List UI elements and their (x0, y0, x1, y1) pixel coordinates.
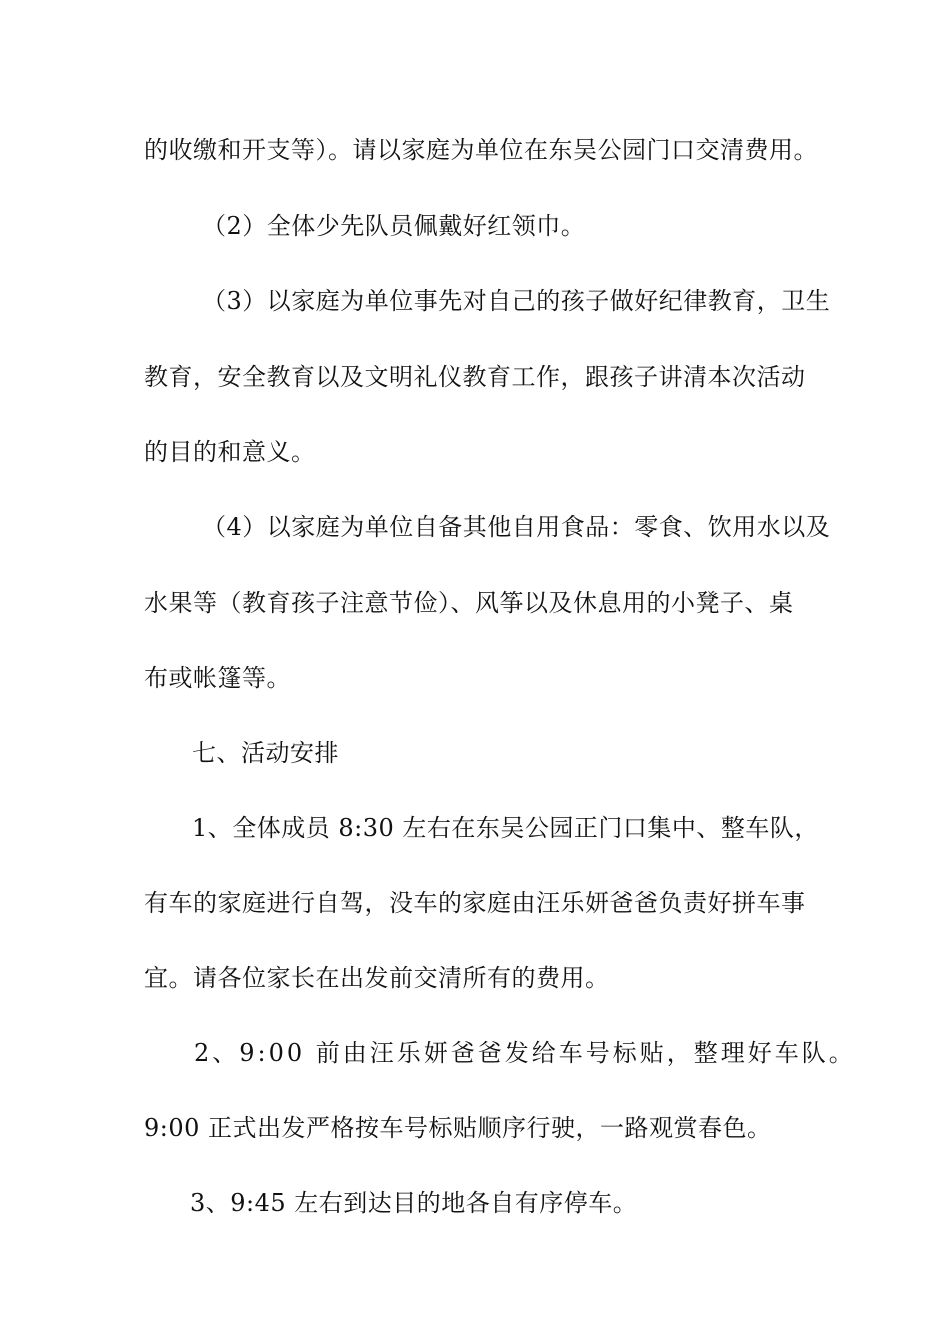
paragraph-line: 2、9:00 前由汪乐妍爸爸发给车号标贴，整理好车队。 (194, 1039, 856, 1067)
paragraph-line: 的目的和意义。 (144, 438, 316, 466)
paragraph-line: 宜。请各位家长在出发前交清所有的费用。 (144, 964, 610, 992)
paragraph-line: 布或帐篷等。 (144, 664, 291, 692)
paragraph-line: 9:00 正式出发严格按车号标贴顺序行驶，一路观赏春色。 (144, 1114, 772, 1142)
section-heading: 七、活动安排 (192, 739, 339, 767)
paragraph-line: （2）全体少先队员佩戴好红领巾。 (202, 212, 586, 240)
paragraph-line: 教育，安全教育以及文明礼仪教育工作，跟孩子讲清本次活动 (144, 363, 806, 391)
paragraph-line: （3）以家庭为单位事先对自己的孩子做好纪律教育，卫生 (202, 287, 831, 315)
paragraph-line: 水果等（教育孩子注意节俭）、风筝以及休息用的小凳子、桌 (144, 589, 794, 617)
paragraph-line: （4）以家庭为单位自备其他自用食品：零食、饮用水以及 (202, 513, 831, 541)
paragraph-line: 1、全体成员 8:30 左右在东吴公园正门口集中、整车队， (192, 814, 819, 842)
paragraph-line: 有车的家庭进行自驾，没车的家庭由汪乐妍爸爸负责好拼车事 (144, 889, 806, 917)
paragraph-line: 的收缴和开支等）。请以家庭为单位在东吴公园门口交清费用。 (144, 136, 818, 164)
paragraph-line: 3、9:45 左右到达目的地各自有序停车。 (190, 1189, 638, 1217)
